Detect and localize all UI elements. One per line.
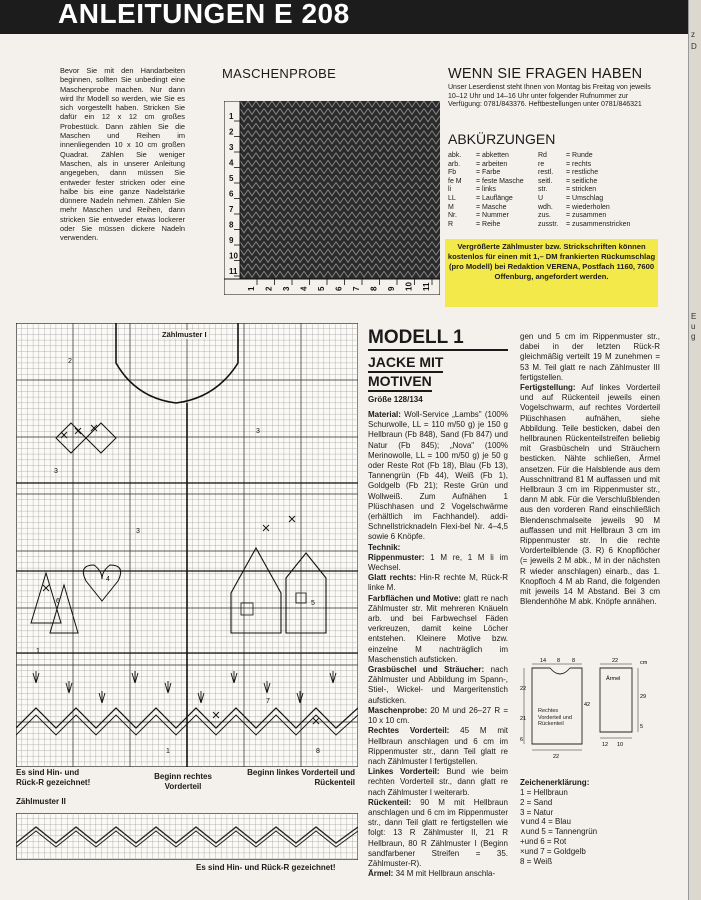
- ruler-label: 1: [229, 112, 234, 121]
- abk-key: U: [538, 194, 544, 202]
- paragraph-text: 1 M re, 1 M li im Wechsel.: [368, 552, 508, 573]
- ruler-label: 11: [422, 282, 431, 291]
- page-header: [0, 0, 688, 34]
- ruler-label: 4: [299, 286, 309, 291]
- paragraph-text: Hin-R rechte M, Rück-R linke M.: [368, 573, 509, 593]
- paragraph-label: Rückenteil:: [368, 797, 412, 807]
- groesse: Größe 128/134: [368, 395, 423, 404]
- schema-dim: 42: [584, 702, 591, 708]
- abk-key: Rd: [538, 152, 547, 159]
- ruler-label: 4: [229, 158, 234, 168]
- abk-title: ABKÜRZUNGEN: [448, 131, 556, 147]
- abk-key: str.: [538, 186, 548, 194]
- paragraph-text: 45 M mit Hellbraun anschlagen und 6 cm im Rippenmuster str., dann Teil glatt re nach Zählmuster I fertigstellen.: [368, 726, 508, 766]
- caption-bottom: Es sind Hin- und Rück-R gezeichnet!: [196, 863, 336, 872]
- abk-row: [448, 169, 632, 178]
- paragraph-text: Bund wie beim rechten Vorderteil str., dann glatt re nach Zählmuster I weiterarb.: [368, 767, 508, 797]
- abk-value: = wiederholen: [566, 203, 610, 211]
- paragraph-text: Woll-Service „Lambs" (100% Schurwolle, LL = 110 m/50 g) je 150 g Hellbraun (Fb 848), Sand (Fb 847) und Natur (Fb 845); „Nova" (100% Merinowolle, LL = 100 m/50 g) je 50 g oder Reste Rot (Fb 18), Blau (Fb 13), Tannengrün (Fb 44), Weiß (Fb 1), Goldgelb (Fb 21); Reste Grün und Wollweiß. Zum Aufnähen 1 Plüschhasen und 2 Vogelschwärme (erhältlich im Fachhandel). addi-Schnellstricknadeln Flexi-bel Nr. 4–4,5 sowie 6 Knöpfe.: [368, 410, 508, 542]
- abk-key: LL: [448, 194, 456, 202]
- schema-dim: 29: [640, 694, 647, 700]
- abk-row: [448, 152, 632, 161]
- abk-row: [448, 204, 632, 213]
- instruction-paragraph: [520, 332, 660, 383]
- abk-key: abk.: [448, 152, 462, 159]
- schema-label-rv: Rechtes Vorderteil und Rückenteil: [538, 708, 572, 727]
- ruler-label: 6: [229, 189, 234, 199]
- chart-number: 3: [54, 468, 58, 475]
- ruler-label: 5: [229, 174, 234, 183]
- zaehlmuster-1-chart: [16, 323, 358, 767]
- abk-value: = restliche: [566, 169, 599, 177]
- wenn-text: Unser Leserdienst steht Ihnen von Montag bis Freitag von jeweils 10–12 Uhr und 14–16 Uhr unter folgender Rufnummer zur Verfügung: 0781/843376. Heftbestellungen unter 0781/846321: [448, 84, 651, 109]
- chart-number: 1: [166, 748, 170, 755]
- abk-value: = zusammenstricken: [566, 220, 631, 228]
- paragraph-label: Ärmel:: [368, 869, 394, 879]
- chart-number: 3: [136, 528, 140, 535]
- abk-key: arb.: [448, 160, 461, 168]
- chart-number: 5: [311, 600, 315, 607]
- zaehlmuster-1-label: Zählmuster I: [162, 330, 207, 339]
- maschenprobe-title: MASCHENPROBE: [222, 66, 337, 81]
- ruler-label: 9: [387, 286, 396, 291]
- zeichen-item: +und 6 = Rot: [520, 836, 567, 846]
- ruler-label: 11: [229, 267, 238, 276]
- schema-dim: 5: [640, 724, 644, 730]
- paragraph-label: Grasbüschel und Sträucher:: [368, 665, 485, 675]
- abk-key: R: [448, 220, 454, 228]
- instructions-right: [520, 332, 660, 607]
- instruction-paragraph: [520, 383, 660, 607]
- instruction-paragraph: [368, 573, 508, 593]
- zeichen-item: ∨und 4 = Blau: [520, 817, 572, 827]
- chart-number: 4: [106, 576, 110, 583]
- modell-subtitle-2: MOTIVEN: [368, 373, 432, 392]
- ruler-label: 3: [229, 143, 234, 152]
- paragraph-label: Linkes Vorderteil:: [368, 767, 440, 777]
- abk-key: restl.: [538, 169, 554, 177]
- paragraph-label: Technik:: [368, 542, 401, 552]
- abk-key: zus.: [538, 212, 551, 220]
- abk-value: = Reihe: [476, 220, 501, 228]
- chart-number: 1: [36, 648, 40, 655]
- ruler-label: 10: [404, 282, 414, 291]
- paragraph-label: Maschenprobe:: [368, 705, 428, 715]
- edge-letter: z: [691, 30, 695, 39]
- zeichen-item: ∧und 5 = Tannengrün: [520, 827, 598, 837]
- zeichen-item: 8 = Weiß: [520, 856, 553, 866]
- schema-dim: 22: [612, 658, 619, 664]
- abk-key: li: [448, 186, 452, 194]
- schema-dim: 22: [553, 754, 560, 760]
- abk-value: = Runde: [566, 152, 593, 159]
- abk-key: Nr.: [448, 212, 457, 220]
- ruler-label: 3: [282, 286, 291, 291]
- ruler-label: 7: [229, 205, 234, 214]
- abk-key: re: [538, 160, 545, 168]
- paragraph-text: Auf linkes Vorderteil und auf Rückenteil jeweils einen Vogelschwarm, auf rechtes Vorderteil Plüschhasen aufnähen, siehe Abbildung. Teile besticken, dabei den hellbraunen Rückenteilstreifen beliebig mit Grasbüscheln und Sträuchern besticken. Nähte schließen, Ärmel ansetzen. Für die Halsblende aus dem Ausschnittrand 81 M auffassen und mit Hellbraun 3 cm im Rippenmuster str., dann M abk. Für die Verschlußblenden aus den vorderen Rand einschließlich Blendenschmalseite jeweils 90 M auffassen und mit Hellbraun 3 cm im Rippenmuster str. In die rechte Vorderteilblende (3. R) 6 Knopflöcher (= jeweils 2 M abk., M in der nächsten R wieder anschlagen) einarb., das 1. Knopfloch 4 M ab Rand, die folgenden mit jeweils 14 M Abstand. Bei 3 cm Blendenhöhe M abk. Knöpfe annähen.: [520, 383, 660, 607]
- modell-subtitle-1: JACKE MIT: [368, 354, 443, 373]
- instruction-paragraph: [368, 767, 508, 798]
- caption-left: Es sind Hin- und Rück-R gezeichnet!: [16, 768, 91, 787]
- modell-subtitle: [368, 354, 443, 392]
- schema-dim: 6: [520, 737, 524, 743]
- paragraph-text: nach Zählmuster und Abbildung im Spann-, Stiel-, Wickel- und Margeritenstich aufsticken.: [368, 665, 508, 705]
- ruler-label: 5: [317, 286, 326, 291]
- edge-letter: D: [691, 42, 697, 51]
- chart-number: 3: [256, 428, 260, 435]
- modell-title: MODELL 1: [368, 327, 464, 348]
- abk-row: [448, 186, 632, 195]
- schema-dim: 14: [540, 658, 547, 664]
- paragraph-label: Material:: [368, 410, 401, 419]
- instruction-paragraph: [368, 410, 508, 543]
- zaehlmuster-2-label: Zählmuster II: [16, 797, 66, 806]
- schema-dim: 8: [572, 658, 576, 664]
- edge-letter: E: [691, 312, 697, 321]
- paragraph-text: gen und 5 cm im Rippenmuster str., dabei in der letzten Rück-R gleichmäßig verteilt 19 M zunehmen = 53 M. Teil glatt re nach Zählmuster III fertigstellen.: [520, 332, 660, 382]
- adjacent-page-edge: [688, 0, 701, 900]
- ruler-label: 10: [229, 251, 238, 261]
- abk-key: M: [448, 203, 454, 211]
- schema-dim: 8: [557, 658, 561, 664]
- schema-dim: 22: [520, 686, 527, 692]
- paragraph-label: Fertigstellung:: [520, 383, 576, 393]
- chart-number: 8: [316, 748, 320, 755]
- abk-key: seitl.: [538, 177, 553, 185]
- abk-value: = abketten: [476, 152, 509, 159]
- schema-unit: cm: [640, 660, 648, 666]
- abk-value: = Lauflänge: [476, 194, 513, 202]
- schema-dim: 21: [520, 716, 527, 722]
- instruction-paragraph: [368, 553, 508, 573]
- paragraph-text: 90 M mit Hellbraun anschlagen und 6 cm im Rippenmuster str., dann Teil glatt re fertigstellen wie folgt: 13 R Zählmuster II, 21 R Hellbraun, 80 R Zählmuster I (Beginn sandfarbener Streifen = 35. Zählmuster-R).: [368, 797, 508, 868]
- abk-table: [448, 152, 632, 229]
- ruler-label: 2: [229, 127, 234, 137]
- abk-key: Fb: [448, 169, 457, 177]
- zeichen-item: 3 = Natur: [520, 807, 554, 817]
- paragraph-label: Farbflächen und Motive:: [368, 593, 461, 603]
- schema-label-arm: Ärmel: [606, 676, 621, 682]
- ruler-label: 8: [229, 220, 234, 230]
- abk-value: = arbeiten: [476, 160, 508, 168]
- abk-row: [448, 178, 632, 187]
- zeichen-item: ×und 7 = Goldgelb: [520, 846, 586, 856]
- schnitt-schema: [520, 658, 678, 766]
- abk-row: [448, 195, 632, 204]
- zaehlmuster-2-chart: [16, 813, 358, 860]
- ruler-label: 9: [229, 236, 234, 245]
- abk-value: = links: [476, 186, 497, 194]
- paragraph-label: Rippenmuster:: [368, 552, 425, 562]
- abk-value: = rechts: [566, 160, 592, 168]
- abk-value: = seitliche: [566, 177, 598, 185]
- paragraph-label: Rechtes Vorderteil:: [368, 726, 450, 736]
- paragraph-text: 34 M mit Hellbraun anschla-: [393, 869, 496, 879]
- ruler-label: 7: [352, 286, 361, 291]
- caption-right: Beginn linkes Vorderteil und Rückenteil: [247, 768, 355, 787]
- instructions-middle: [368, 410, 508, 879]
- zeichen-title: Zeichenerklärung:: [520, 778, 590, 787]
- paragraph-label: Glatt rechts:: [368, 573, 417, 583]
- wenn-title: WENN SIE FRAGEN HABEN: [448, 66, 643, 82]
- ruler-label: 2: [264, 286, 274, 291]
- instruction-paragraph: [368, 665, 508, 706]
- intro-text: Bevor Sie mit den Handarbeiten beginnen, sollten Sie unbedingt eine Maschenprobe machen. Nur dann wird Ihr Modell so werden, wie Sie es sich vorgestellt haben. Stricken Sie dafür ein 12 x 12 cm großes Probestück. Dann zählen Sie die Maschen und Reihen im innenliegenden 10 x 10 cm großen Quadrat. Zählen Sie weniger Maschen, als in unserer Anleitung angegeben, dann müssen Sie entweder fester stricken oder eine halbe bis eine ganze Nadelstärke dünnere Nadeln nehmen. Zählen Sie mehr Maschen und Reihen, dann stricken Sie entweder etwas lockerer oder Sie müssen dickere Nadeln verwenden.: [60, 66, 185, 243]
- instruction-paragraph: [368, 706, 508, 726]
- abk-key: wdh.: [538, 203, 553, 211]
- title-rule: [368, 349, 508, 351]
- chart-number: 6: [56, 598, 60, 605]
- abk-value: = Umschlag: [566, 194, 604, 202]
- maschenprobe-swatch: [224, 101, 440, 295]
- abk-value: = feste Masche: [476, 177, 524, 185]
- abk-key: zusstr.: [538, 220, 559, 228]
- abk-row: [448, 161, 632, 170]
- instruction-paragraph: [368, 594, 508, 665]
- zeichen-list: [520, 788, 597, 866]
- chart-number: 2: [68, 358, 72, 365]
- instruction-paragraph: [368, 726, 508, 767]
- ruler-label: 6: [334, 286, 344, 291]
- zeichen-item: 1 = Hellbraun: [520, 788, 568, 797]
- ruler-label: 8: [369, 286, 379, 291]
- abk-row: [448, 212, 632, 221]
- zeichen-item: 2 = Sand: [520, 797, 553, 807]
- abk-value: = stricken: [566, 186, 597, 194]
- abk-key: fe M: [448, 177, 462, 185]
- schema-dim: 12: [602, 742, 609, 748]
- yellow-box: Vergrößerte Zählmuster bzw. Strickschriften können kostenlos für einen mit 1,– DM frankierten Rückumschlag (pro Modell) bei Redaktion VERENA, Postfach 1160, 7600 Offenburg, angefordert werden.: [445, 239, 658, 307]
- abk-value: = Masche: [476, 203, 507, 211]
- schema-dim: 10: [617, 742, 624, 748]
- caption-mid: Beginn rechtes Vorderteil: [154, 772, 212, 791]
- paragraph-text: glatt re nach Zählmuster str. Mit mehreren Knäueln arb. und bei Farbwechsel Fäden verkreuzen, damit keine Löcher entstehen. Kleinere Motive bzw. einzelne M nachträglich im Maschenstich aufsticken.: [368, 593, 508, 664]
- chart-number: 7: [266, 698, 270, 705]
- instruction-paragraph: [368, 543, 508, 553]
- ruler-label: 1: [247, 286, 256, 291]
- abk-value: = Farbe: [476, 169, 501, 177]
- instruction-paragraph: [368, 798, 508, 869]
- abk-row: [448, 221, 632, 230]
- instruction-paragraph: [368, 869, 508, 879]
- abk-value: = Nummer: [476, 212, 509, 220]
- paragraph-text: 20 M und 26–27 R = 10 x 10 cm.: [368, 705, 508, 726]
- edge-letter: u: [691, 322, 696, 331]
- abk-value: = zusammen: [566, 212, 607, 220]
- page-title: ANLEITUNGEN E 208: [58, 0, 350, 29]
- edge-letter: g: [691, 332, 696, 341]
